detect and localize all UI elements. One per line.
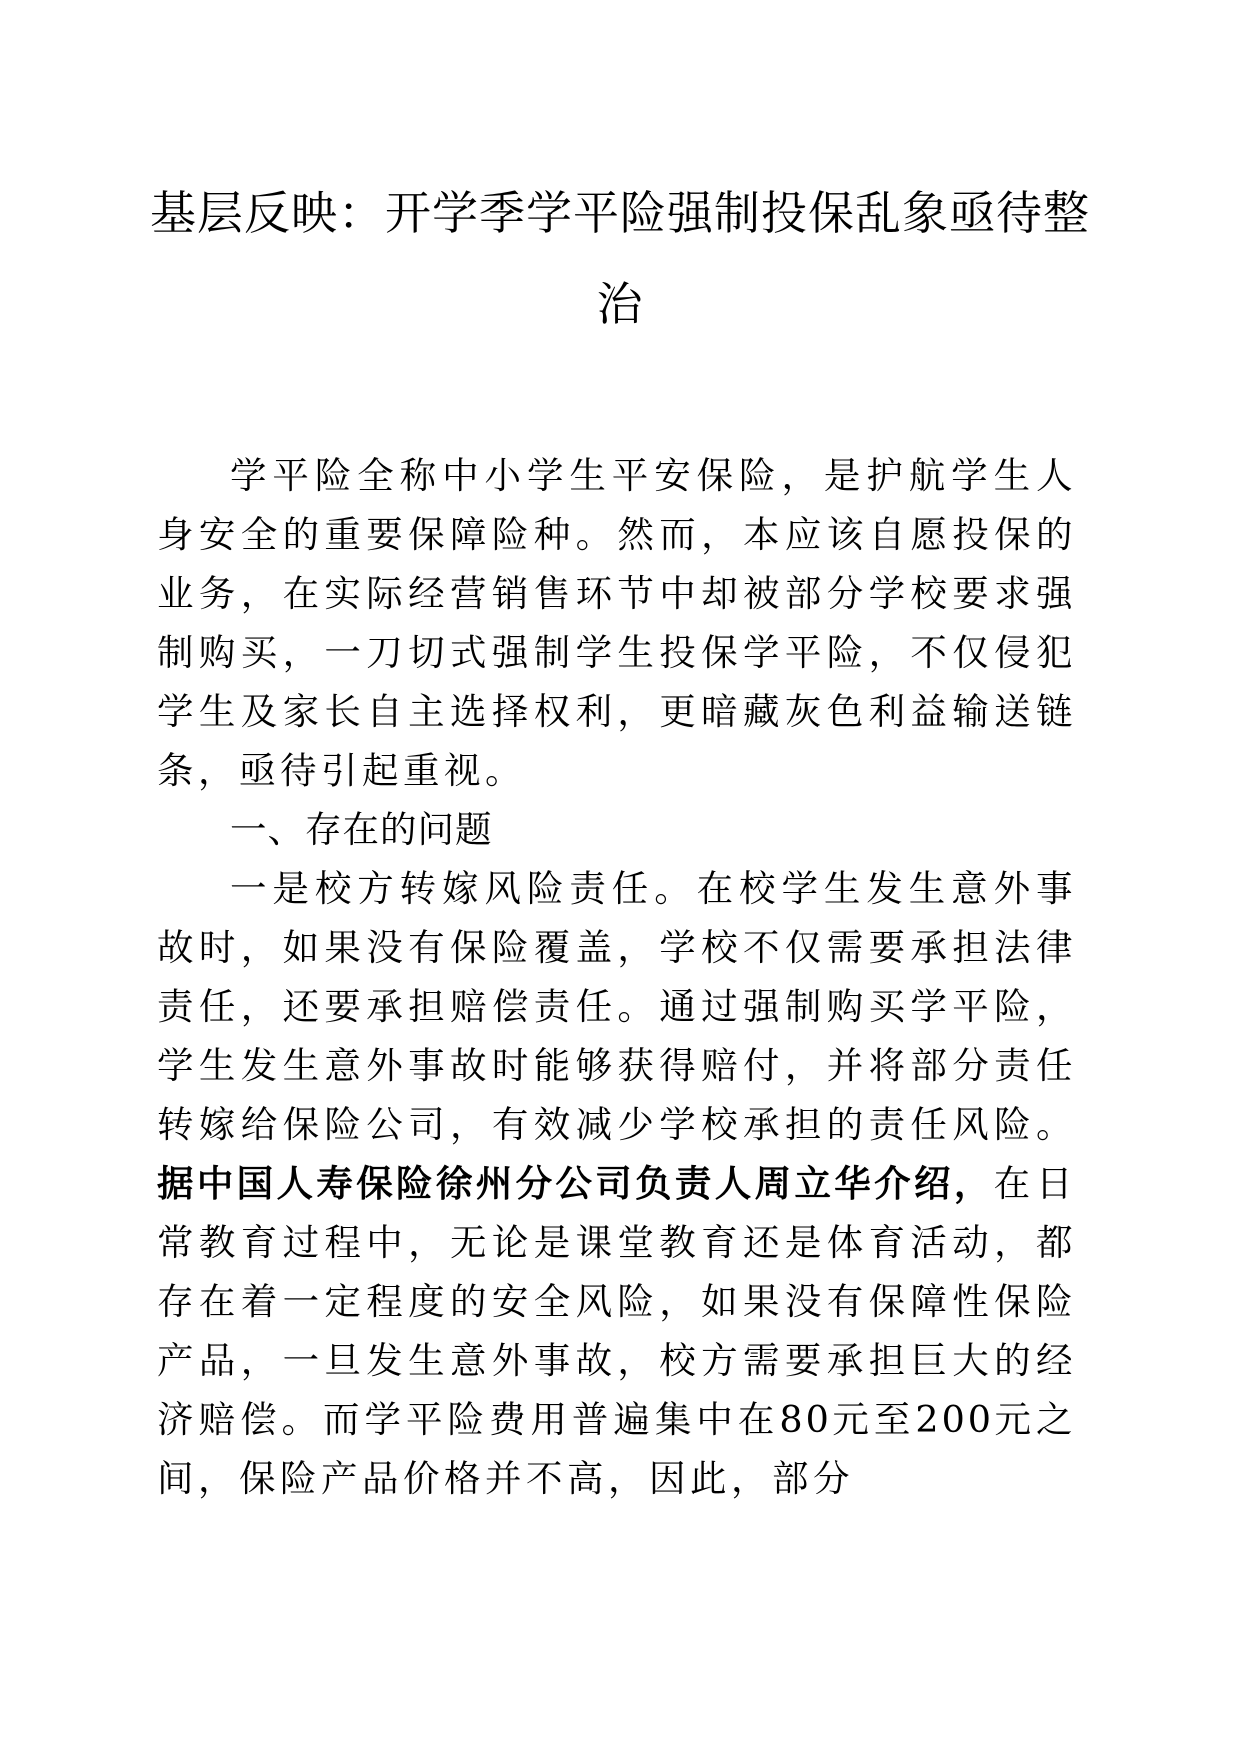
price-low: 80: [779, 1398, 832, 1441]
bold-attribution: 据中国人寿保险徐州分公司负责人周立华介绍，: [157, 1162, 994, 1205]
paragraph-text: 元至: [831, 1398, 916, 1441]
document-body: [157, 446, 1077, 1508]
price-high: 200: [915, 1398, 995, 1441]
paragraph-text: 元之间，保险产品价格并不高，因此，部分: [157, 1398, 1078, 1500]
section-heading: 一、存在的问题: [230, 808, 493, 851]
paragraph-text: 在日常教育过程中，无论是课堂教育还是体育活动，都存在着一定程度的安全风险，如果没有保障性保险产品，一旦发生意外事故，校方需要承担巨大的经济赔偿。而学平险费用普遍集中在: [157, 1162, 1078, 1441]
problem-paragraph-1: [157, 859, 1077, 1508]
paragraph-text: 一是校方转嫁风险责任。在校学生发生意外事故时，如果没有保险覆盖，学校不仅需要承担法律责任，还要承担赔偿责任。通过强制购买学平险，学生发生意外事故时能够获得赔付，并将部分责任转嫁给保险公司，有效减少学校承担的责任风险。: [157, 867, 1077, 1146]
intro-paragraph: 学平险全称中小学生平安保险，是护航学生人身安全的重要保障险种。然而，本应该自愿投保的业务，在实际经营销售环节中却被部分学校要求强制购买，一刀切式强制学生投保学平险，不仅侵犯学生及家长自主选择权利，更暗藏灰色利益输送链条，亟待引起重视。: [157, 454, 1077, 792]
document-title: 基层反映：开学季学平险强制投保乱象亟待整治: [150, 186, 1090, 331]
